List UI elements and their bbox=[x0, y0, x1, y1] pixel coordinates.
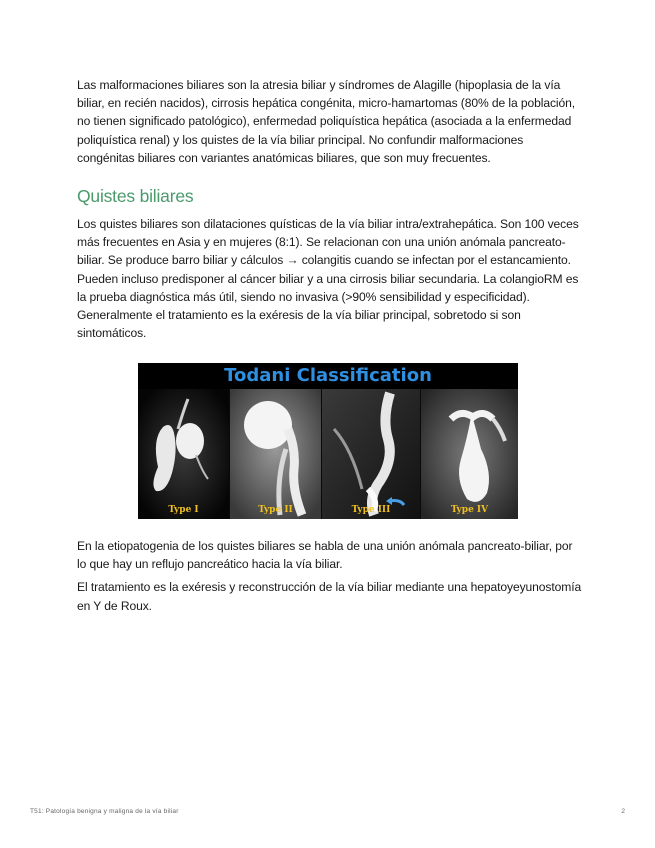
main-content bbox=[77, 76, 582, 342]
intro-paragraph: Las malformaciones biliares son la atresia biliar y síndromes de Alagille (hipoplasia de la vía biliar, en recién nacidos), cirrosis hepática congénita, micro-hamartomas (80% de la población, no tienen significado patológico), enfermedad poliquística hepática (asociada a la enfermedad poliquística renal) y los quistes de la vía biliar principal. No confundir malformaciones congénitas biliares con variantes anatómicas biliares, que son muy frecuentes. bbox=[77, 78, 576, 165]
type-1-image bbox=[138, 389, 229, 519]
type-4-image bbox=[421, 389, 518, 519]
page-number: 2 bbox=[621, 808, 625, 815]
section-paragraph: Los quistes biliares son dilataciones quísticas de la vía biliar intra/extrahepática. Son 100 veces más frecuentes en Asia y en mujeres (8:1). Se relacionan con una unión anómala pancreato-biliar. Se produce barro biliar y cálculos → colangitis cuando se infectan por el estancamiento. Pueden incluso predisponer al cáncer biliar y a una cirrosis biliar secundaria. La colangioRM es la prueba diagnóstica más útil, siendo no invasiva (>90% sensibilidad y especificidad). Generalmente el tratamiento es la exéresis de la vía biliar principal, sobretodo si son sintomáticos. bbox=[77, 217, 579, 341]
type-2-label: Type II bbox=[258, 505, 293, 515]
etiology-paragraph: En la etiopatogenia de los quistes biliares se habla de una unión anómala pancreato-biliar, por lo que hay un reflujo pancreático hacia la vía biliar. bbox=[77, 539, 573, 572]
type-2-image bbox=[230, 389, 321, 519]
treatment-paragraph: El tratamiento es la exéresis y reconstrucción de la vía biliar mediante una hepatoyeyunostomía en Y de Roux. bbox=[77, 580, 582, 613]
type-4-label: Type IV bbox=[450, 505, 489, 515]
figure-title: Todani Classification bbox=[138, 363, 518, 389]
panel-type-3 bbox=[322, 389, 420, 519]
type-3-image bbox=[322, 389, 420, 519]
footer-chapter-title: T51: Patología benigna y maligna de la vía biliar bbox=[30, 808, 179, 815]
type-1-label: Type I bbox=[168, 505, 199, 515]
type-3-label: Type III bbox=[351, 505, 391, 515]
panel-type-4 bbox=[421, 389, 518, 519]
section-heading: Quistes biliares bbox=[77, 186, 194, 207]
post-figure-content bbox=[77, 537, 582, 620]
todani-classification-figure bbox=[138, 363, 518, 519]
panel-type-2 bbox=[230, 389, 321, 519]
panel-type-1 bbox=[138, 389, 229, 519]
